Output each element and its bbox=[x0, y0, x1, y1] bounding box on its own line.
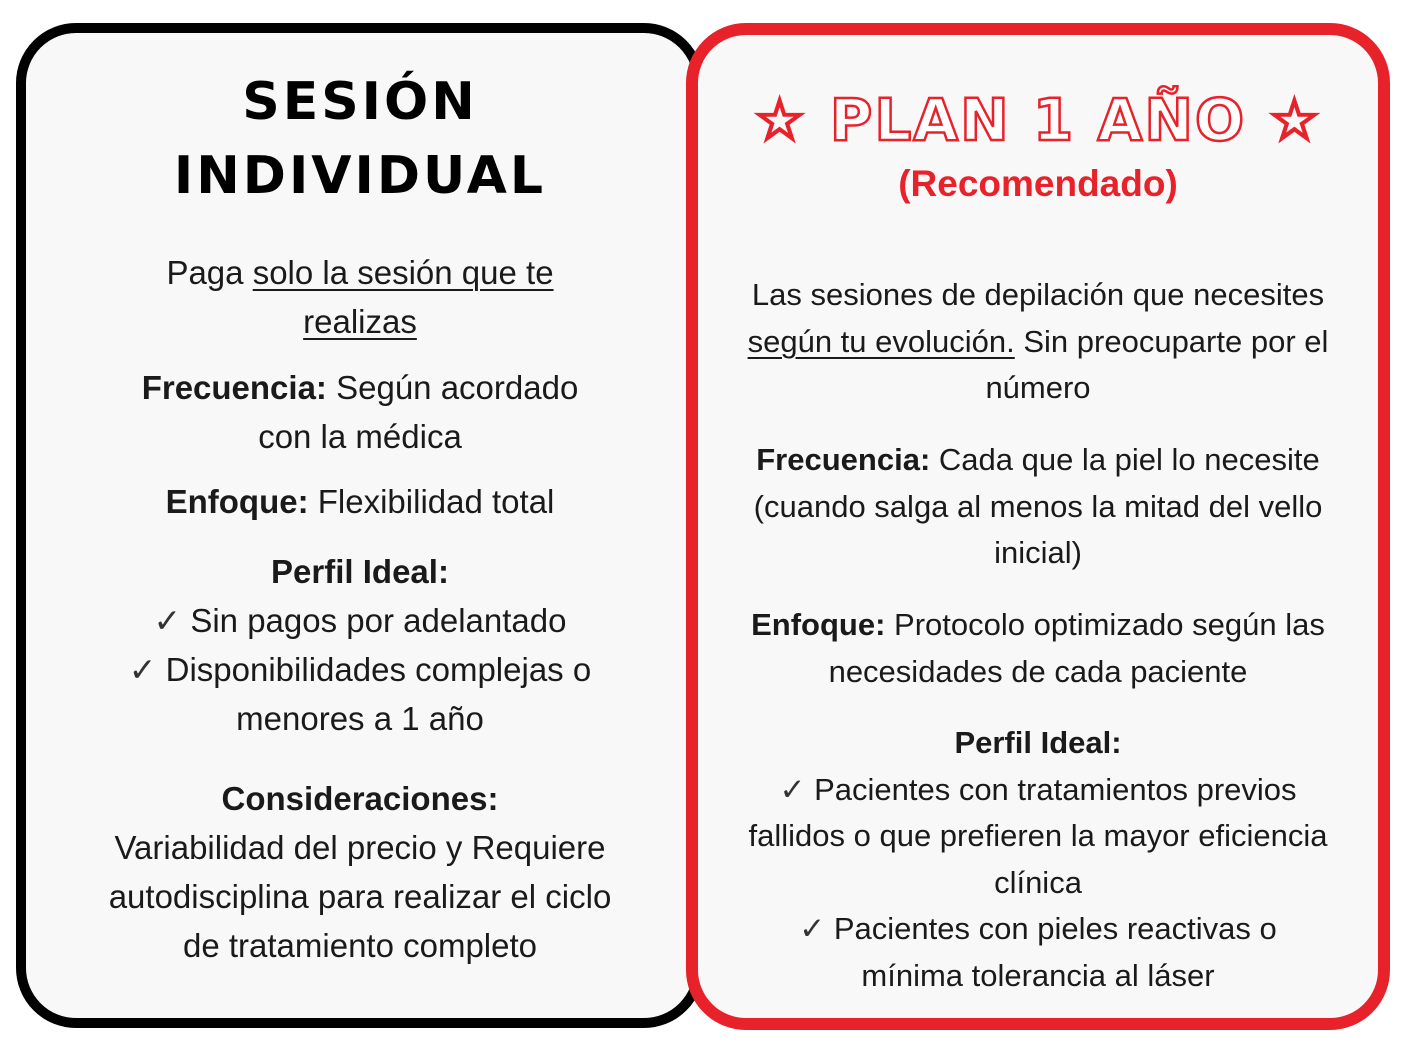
profile-item: ✓ Pacientes con tratamientos previos fallidos o que prefieren la mayor eficiencia clínica bbox=[748, 771, 1328, 900]
frequency-text: Frecuencia: Según acordado con la médica bbox=[141, 369, 579, 455]
star-icon: ☆ bbox=[753, 86, 808, 154]
checkmark-icon: ✓ bbox=[779, 771, 806, 807]
profile-item: ✓ Pacientes con pieles reactivas o mínima tolerancia al láser bbox=[799, 911, 1277, 993]
intro-emphasis: según tu evolución. bbox=[747, 323, 1015, 359]
one-year-plan-card bbox=[686, 23, 1390, 1030]
checkmark-icon: ✓ bbox=[153, 602, 182, 639]
checkmark-icon: ✓ bbox=[799, 911, 826, 946]
focus-text: Enfoque: Protocolo optimizado según las necesidades de cada paciente bbox=[751, 607, 1325, 689]
profile-item: ✓ Sin pagos por adelantado bbox=[153, 602, 567, 639]
checkmark-icon: ✓ bbox=[128, 651, 157, 688]
card-title: SESIÓN INDIVIDUAL bbox=[173, 72, 547, 206]
individual-session-card bbox=[16, 23, 704, 1028]
frequency-text: Frecuencia: Cada que la piel lo necesite (cuando salga al menos la mitad del vello inicial) bbox=[753, 442, 1323, 570]
profile-item: ✓ Disponibilidades complejas o menores a 1 año bbox=[128, 651, 592, 737]
considerations: Consideraciones: Variabilidad del precio y Requiere autodisciplina para realizar el ciclo de tratamiento completo bbox=[108, 780, 612, 964]
star-icon: ☆ bbox=[1268, 86, 1323, 154]
ideal-profile: Perfil Ideal: ✓ Pacientes con tratamientos previos fallidos o que prefieren la mayor eficiencia clínica ✓ Pacientes con pieles reactivas o mínima tolerancia al láser bbox=[698, 720, 1378, 999]
intro-text: Paga solo la sesión que te realizas bbox=[166, 254, 554, 340]
intro-emphasis: solo la sesión que te realizas bbox=[252, 254, 554, 340]
recommended-label: (Recomendado) bbox=[898, 163, 1178, 204]
intro-text: Las sesiones de depilación que necesites según tu evolución. Sin preocuparte por el número bbox=[747, 277, 1329, 405]
focus-text: Enfoque: Flexibilidad total bbox=[165, 483, 555, 520]
card-title: ☆ PLAN 1 AÑO ☆ bbox=[753, 86, 1323, 154]
ideal-profile: Perfil Ideal: ✓ Sin pagos por adelantado ✓ Disponibilidades complejas o menores a 1 año bbox=[26, 547, 694, 743]
